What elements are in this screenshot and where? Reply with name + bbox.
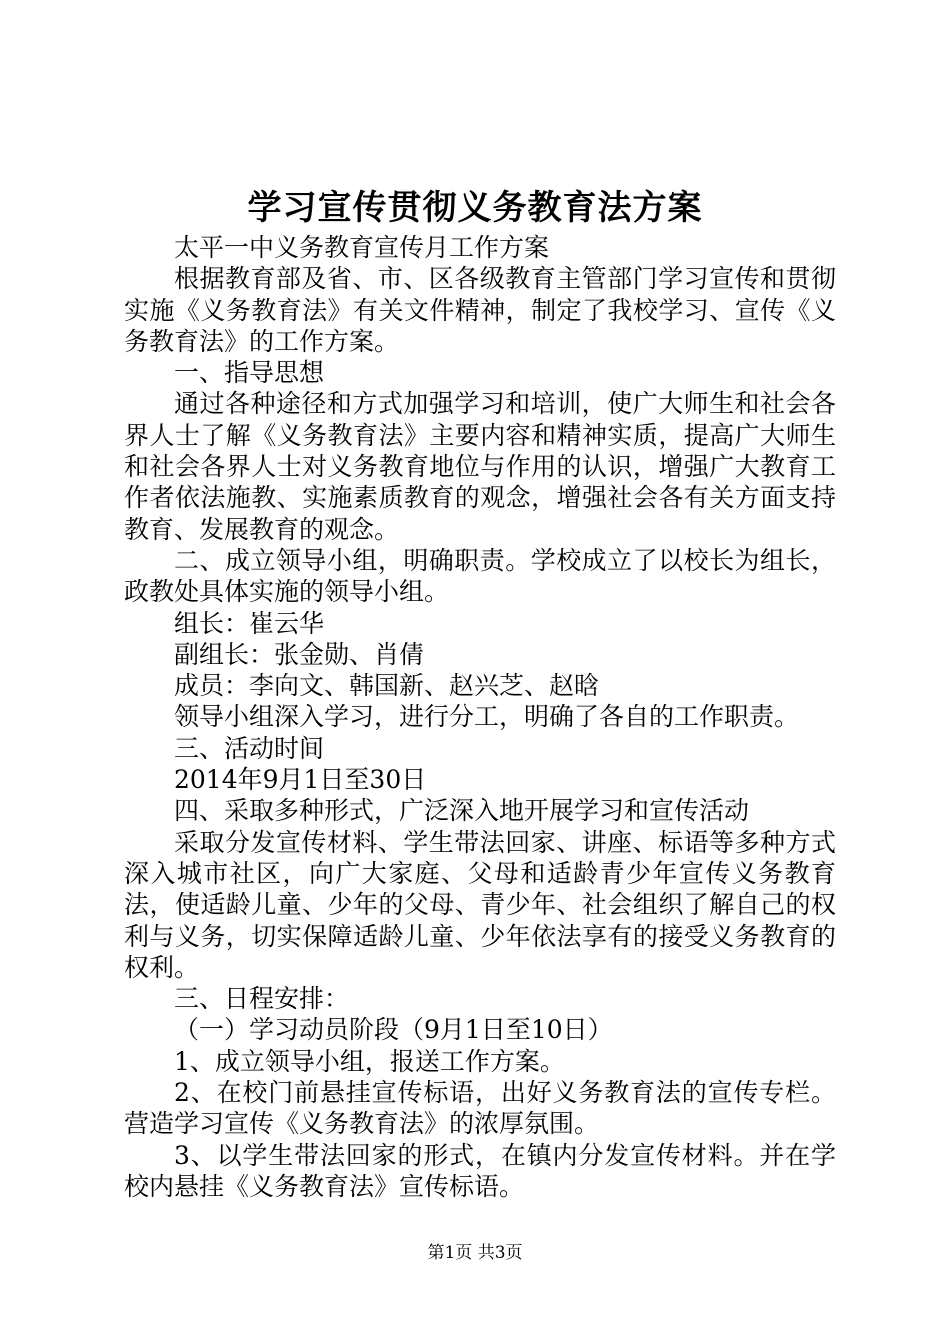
body-paragraph: 采取分发宣传材料、学生带法回家、讲座、标语等多种方式深入城市社区，向广大家庭、父母和适龄青少年宣传义务教育法，使适龄儿童、少年的父母、青少年、社会组织了解自己的权利与义务，切实保障适龄儿童、少年依法享有的接受义务教育的权利。 bbox=[124, 827, 836, 982]
body-paragraph: 太平一中义务教育宣传月工作方案 bbox=[174, 233, 550, 262]
section-heading: 三、日程安排： bbox=[174, 984, 350, 1014]
page-number-footer: 第1页 共3页 bbox=[427, 1243, 523, 1263]
body-paragraph: 组长：崔云华 bbox=[174, 608, 325, 638]
subsection-heading: （一）学习动员阶段（9月1日至10日） bbox=[174, 1015, 613, 1045]
body-paragraph: 根据教育部及省、市、区各级教育主管部门学习宣传和贯彻实施《义务教育法》有关文件精神，制定了我校学习、宣传《义务教育法》的工作方案。 bbox=[124, 264, 836, 356]
body-paragraph: 通过各种途径和方式加强学习和培训，使广大师生和社会各界人士了解《义务教育法》主要内容和精神实质，提高广大师生和社会各界人士对义务教育地位与作用的认识，增强广大教育工作者依法施教、实施素质教育的观念，增强社会各有关方面支持教育、发展教育的观念。 bbox=[124, 389, 836, 544]
body-paragraph: 领导小组深入学习，进行分工，明确了各自的工作职责。 bbox=[174, 702, 800, 732]
document-body bbox=[124, 232, 836, 1202]
body-paragraph: 2014年9月1日至30日 bbox=[174, 765, 427, 795]
document-title: 学习宣传贯彻义务教育法方案 bbox=[247, 188, 703, 228]
section-heading: 四、采取多种形式，广泛深入地开展学习和宣传活动 bbox=[174, 796, 750, 826]
list-item: 1、成立领导小组，报送工作方案。 bbox=[174, 1046, 565, 1076]
body-paragraph: 副组长：张金勋、肖倩 bbox=[174, 639, 425, 669]
section-heading: 二、成立领导小组，明确职责。学校成立了以校长为组长，政教处具体实施的领导小组。 bbox=[124, 545, 836, 607]
section-heading: 一、指导思想 bbox=[174, 358, 325, 388]
section-heading: 三、活动时间 bbox=[174, 733, 325, 763]
body-paragraph: 成员：李向文、韩国新、赵兴芝、赵晗 bbox=[174, 671, 600, 701]
list-item: 3、以学生带法回家的形式，在镇内分发宣传材料。并在学校内悬挂《义务教育法》宣传标语。 bbox=[124, 1140, 836, 1201]
list-item: 2、在校门前悬挂宣传标语，出好义务教育法的宣传专栏。营造学习宣传《义务教育法》的浓厚氛围。 bbox=[124, 1078, 836, 1139]
